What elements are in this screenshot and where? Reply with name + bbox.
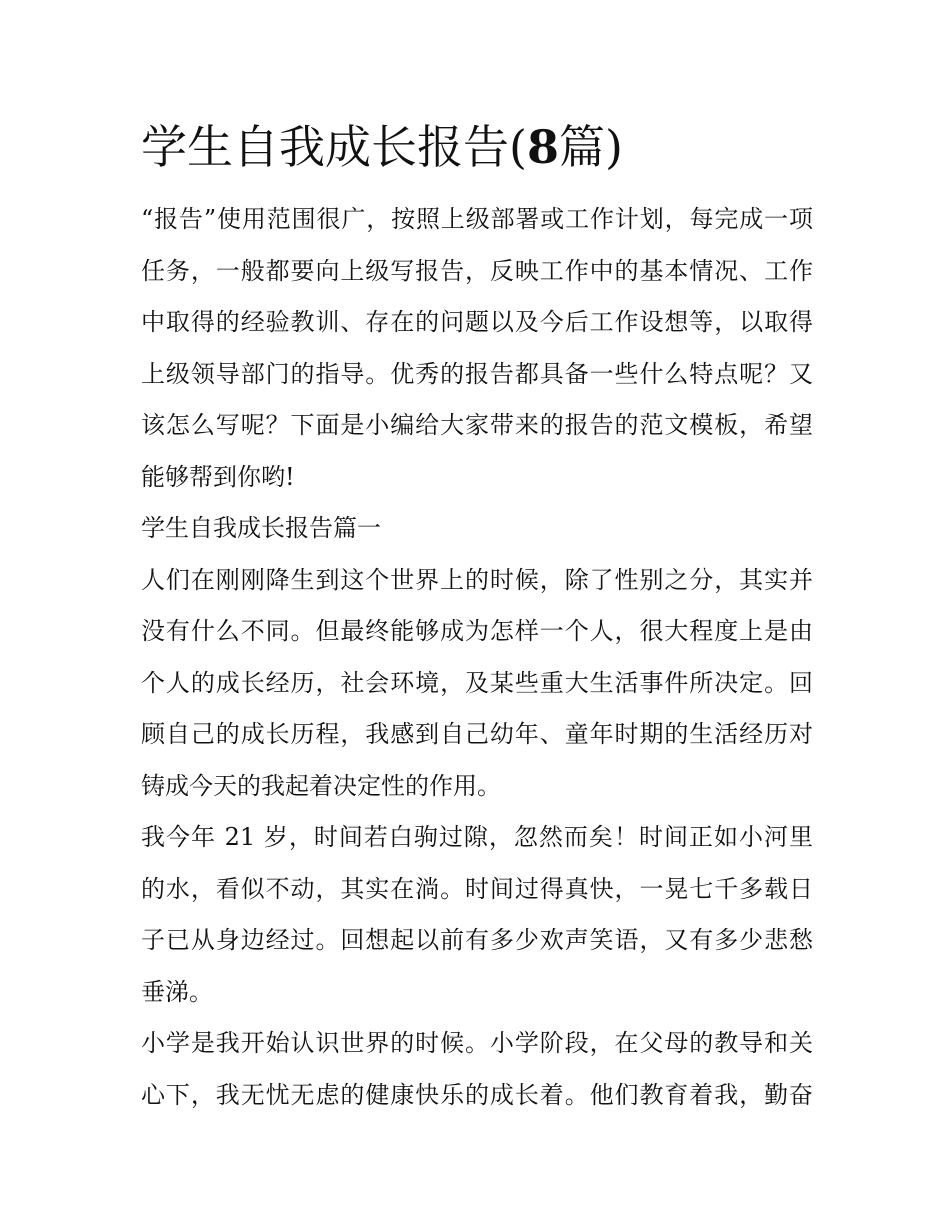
text-line: 个人的成长经历，社会环境，及某些重大生活事件所决定。回 xyxy=(141,668,813,697)
text-line: 任务，一般都要向上级写报告，反映工作中的基本情况、工作 xyxy=(141,256,813,285)
title-prefix: 学生自我成长报告( xyxy=(141,120,527,174)
document-body xyxy=(141,194,813,1121)
title-suffix: 篇) xyxy=(558,120,623,174)
body-paragraph xyxy=(141,555,813,813)
text-line: 上级领导部门的指导。优秀的报告都具备一些什么特点呢？又 xyxy=(141,359,813,388)
text-line: 小学是我开始认识世界的时候。小学阶段，在父母的教导和关 xyxy=(141,1029,813,1057)
title-number: 8 xyxy=(526,120,559,174)
text-line: 垂涕。 xyxy=(141,977,213,1006)
section-heading-text: 学生自我成长报告篇一 xyxy=(141,514,381,542)
text-line: 顾自己的成长历程，我感到自己幼年、童年时期的生活经历对 xyxy=(141,720,813,748)
body-paragraph xyxy=(141,812,813,1018)
text-line: 我今年 21 岁，时间若白驹过隙，忽然而矣！时间正如小河里 xyxy=(141,823,813,851)
body-paragraph xyxy=(141,1018,813,1121)
document-title xyxy=(141,112,821,182)
text-line: 中取得的经验教训、存在的问题以及今后工作设想等，以取得 xyxy=(141,308,813,336)
section-heading xyxy=(141,503,813,555)
text-line: 人们在刚刚降生到这个世界上的时候，除了性别之分，其实并 xyxy=(141,565,813,594)
text-line: 子已从身边经过。回想起以前有多少欢声笑语，又有多少悲愁 xyxy=(141,926,813,954)
text-line: 能够帮到你哟! xyxy=(141,462,295,491)
text-line: 的水，看似不动，其实在淌。时间过得真快，一晃七千多载日 xyxy=(141,874,813,903)
text-line: 心下，我无忧无虑的健康快乐的成长着。他们教育着我，勤奋 xyxy=(141,1080,813,1109)
text-line: “报告”使用范围很广，按照上级部署或工作计划，每完成一项 xyxy=(141,205,813,233)
text-line: 该怎么写呢？下面是小编给大家带来的报告的范文模板，希望 xyxy=(141,411,813,439)
text-line: 没有什么不同。但最终能够成为怎样一个人，很大程度上是由 xyxy=(141,617,813,645)
intro-paragraph xyxy=(141,194,813,503)
text-line: 铸成今天的我起着决定性的作用。 xyxy=(141,771,501,800)
